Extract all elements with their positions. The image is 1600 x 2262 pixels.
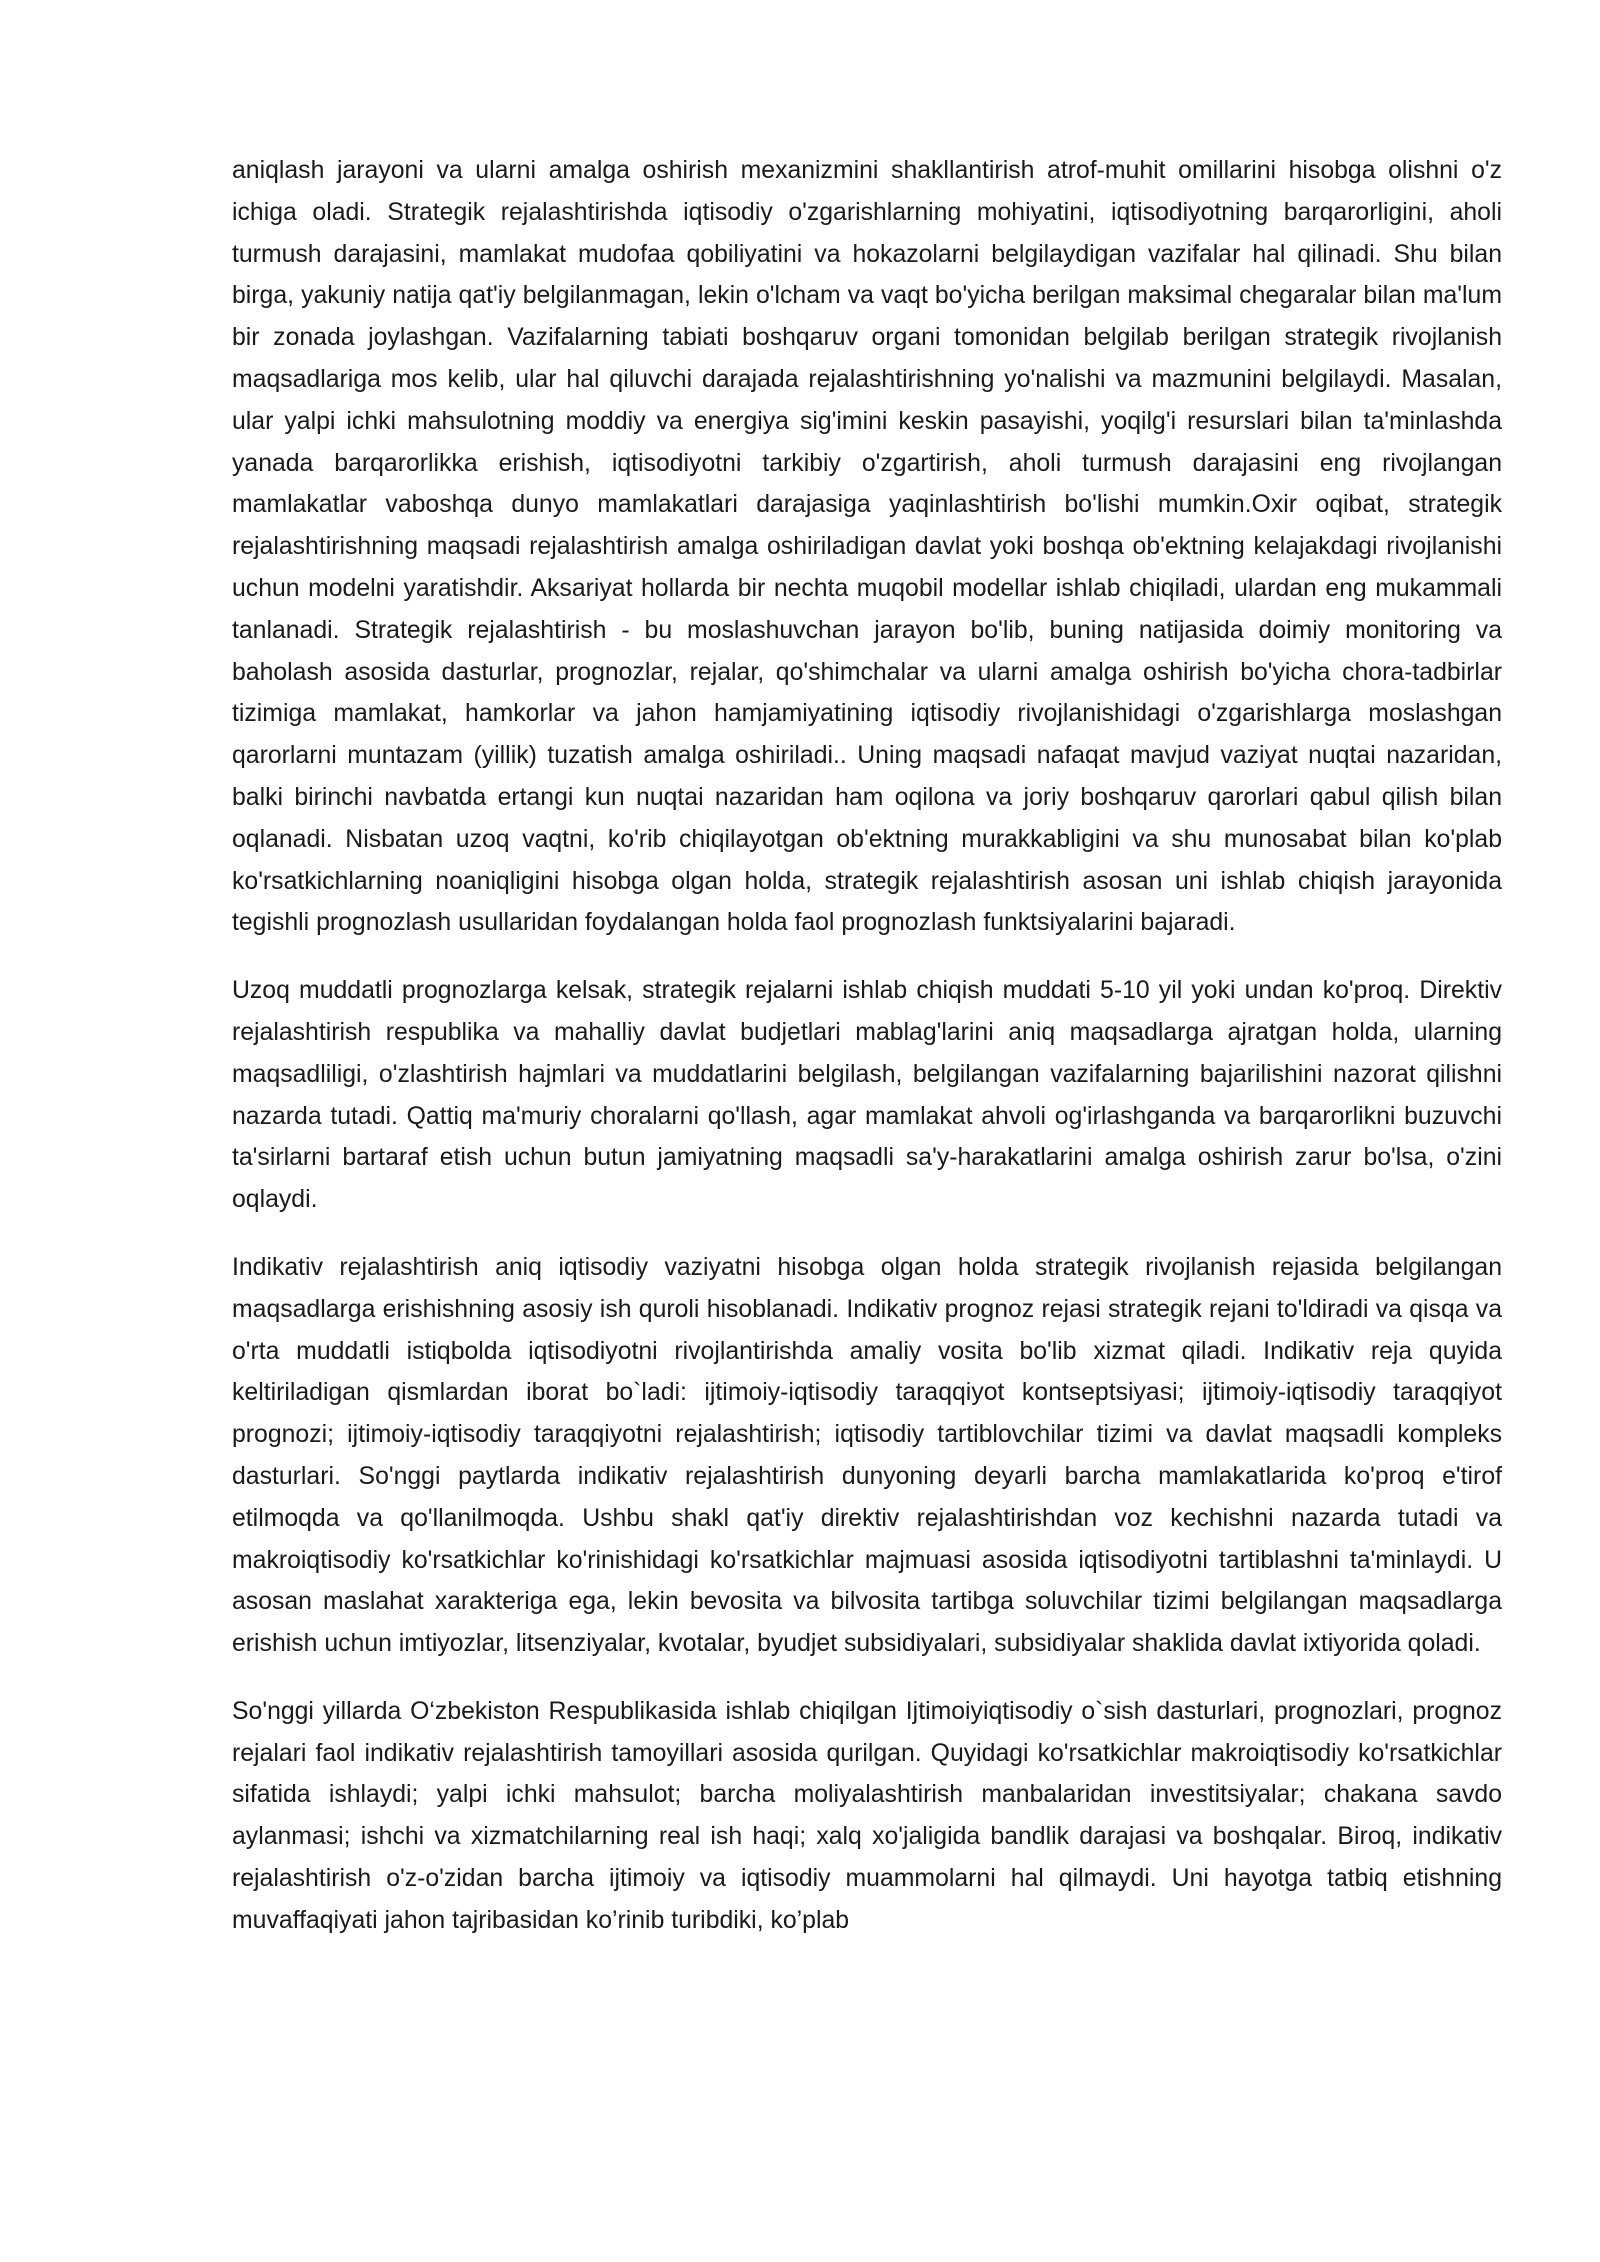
paragraph-uzbekistan-programs: So'nggi yillarda O‘zbekiston Respublikasida ishlab chiqilgan Ijtimoiyiqtisodiy o`sish dasturlari, prognozlari, prognoz rejalari faol indikativ rejalashtirish tamoyillari asosida qurilgan. Quyidagi ko'rsatkichlar makroiqtisodiy ko'rsatkichlar sifatida ishlaydi; yalpi ichki mahsulot; barcha moliyalashtirish manbalaridan investitsiyalar; chakana savdo aylanmasi; ishchi va xizmatchilarning real ish haqi; xalq xo'jaligida bandlik darajasi va boshqalar. Biroq, indikativ rejalashtirish o'z-o'zidan barcha ijtimoiy va iqtisodiy muammolarni hal qilmaydi. Uni hayotga tatbiq etishning muvaffaqiyati jahon tajribasidan ko’rinib turibdiki, ko’plab [232,1697,1502,1934]
paragraph-strategic-planning: aniqlash jarayoni va ularni amalga oshirish mexanizmini shakllantirish atrof-muhit omillarini hisobga olishni o'z ichiga oladi. Strategik rejalashtirishda iqtisodiy o'zgarishlarning mohiyatini, iqtisodiyotning barqarorligini, aholi turmush darajasini, mamlakat mudofaa qobiliyatini va hokazolarni belgilaydigan vazifalar hal qilinadi. Shu bilan birga, yakuniy natija qat'iy belgilanmagan, lekin o'lcham va vaqt bo'yicha berilgan maksimal chegaralar bilan ma'lum bir zonada joylashgan. Vazifalarning tabiati boshqaruv organi tomonidan belgilab berilgan strategik rivojlanish maqsadlariga mos kelib, ular hal qiluvchi darajada rejalashtirishning yo'nalishi va mazmunini belgilaydi. Masalan, ular yalpi ichki mahsulotning moddiy va energiya sig'imini keskin pasayishi, yoqilg'i resurslari bilan ta'minlashda yanada barqarorlikka erishish, iqtisodiyotni tarkibiy o'zgartirish, aholi turmush darajasini eng rivojlangan mamlakatlar vaboshqa dunyo mamlakatlari darajasiga yaqinlashtirish bo'lishi mumkin.Oxir oqibat, strategik rejalashtirishning maqsadi rejalashtirish amalga oshiriladigan davlat yoki boshqa ob'ektning kelajakdagi rivojlanishi uchun modelni yaratishdir. Aksariyat hollarda bir nechta muqobil modellar ishlab chiqiladi, ulardan eng mukammali tanlanadi. Strategik rejalashtirish - bu moslashuvchan jarayon bo'lib, buning natijasida doimiy monitoring va baholash asosida dasturlar, prognozlar, rejalar, qo'shimchalar va ularni amalga oshirish bo'yicha chora-tadbirlar tizimiga mamlakat, hamkorlar va jahon hamjamiyatining iqtisodiy rivojlanishidagi o'zgarishlarga moslashgan qarorlarni muntazam (yillik) tuzatish amalga oshiriladi.. Uning maqsadi nafaqat mavjud vaziyat nuqtai nazaridan, balki birinchi navbatda ertangi kun nuqtai nazaridan ham oqilona va joriy boshqaruv qarorlari qabul qilish bilan oqlanadi. Nisbatan uzoq vaqtni, ko'rib chiqilayotgan ob'ektning murakkabligini va shu munosabat bilan ko'plab ko'rsatkichlarning noaniqligini hisobga olgan holda, strategik rejalashtirish asosan uni ishlab chiqish jarayonida tegishli prognozlash usullaridan foydalangan holda faol prognozlash funktsiyalarini bajaradi. [232,157,1502,937]
document-page [232,150,1502,1968]
paragraph-indicative-planning: Indikativ rejalashtirish aniq iqtisodiy vaziyatni hisobga olgan holda strategik rivojlanish rejasida belgilangan maqsadlarga erishishning asosiy ish quroli hisoblanadi. Indikativ prognoz rejasi strategik rejani to'ldiradi va qisqa va o'rta muddatli istiqbolda iqtisodiyotni rivojlantirishda amaliy vosita bo'lib xizmat qiladi. Indikativ reja quyida keltiriladigan qismlardan iborat bo`ladi: ijtimoiy-iqtisodiy taraqqiyot kontseptsiyasi; ijtimoiy-iqtisodiy taraqqiyot prognozi; ijtimoiy-iqtisodiy taraqqiyotni rejalashtirish; iqtisodiy tartiblovchilar tizimi va davlat maqsadli kompleks dasturlari. So'nggi paytlarda indikativ rejalashtirish dunyoning deyarli barcha mamlakatlarida ko'proq e'tirof etilmoqda va qo'llanilmoqda. Ushbu shakl qat'iy direktiv rejalashtirishdan voz kechishni nazarda tutadi va makroiqtisodiy ko'rsatkichlar ko'rinishidagi ko'rsatkichlar majmuasi asosida iqtisodiyotni tartiblashni ta'minlaydi. U asosan maslahat xarakteriga ega, lekin bevosita va bilvosita tartibga soluvchilar tizimi belgilangan maqsadlarga erishish uchun imtiyozlar, litsenziyalar, kvotalar, byudjet subsidiyalari, subsidiyalar shaklida davlat ixtiyorida qoladi. [232,1253,1502,1658]
paragraph-directive-planning: Uzoq muddatli prognozlarga kelsak, strategik rejalarni ishlab chiqish muddati 5-10 yil yoki undan ko'proq. Direktiv rejalashtirish respublika va mahalliy davlat budjetlari mablag'larini aniq maqsadlarga ajratgan holda, ularning maqsadliligi, o'zlashtirish hajmlari va muddatlarini belgilash, belgilangan vazifalarning bajarilishini nazorat qilishni nazarda tutadi. Qattiq ma'muriy choralarni qo'llash, agar mamlakat ahvoli og'irlashganda va barqarorlikni buzuvchi ta'sirlarni bartaraf etish uchun butun jamiyatning maqsadli sa'y-harakatlarini amalga oshirish zarur bo'lsa, o'zini oqlaydi. [232,977,1502,1214]
